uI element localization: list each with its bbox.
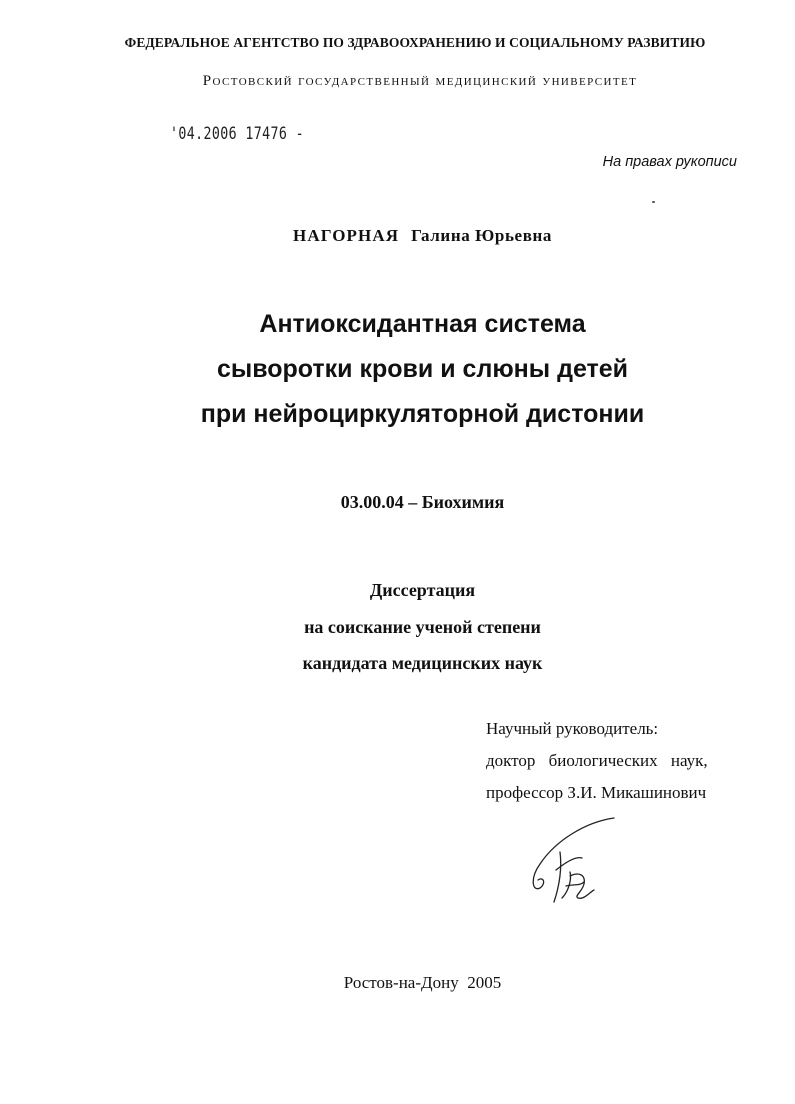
supervisor-line-3: профессор З.И. Микашинович bbox=[486, 783, 707, 802]
title-line-2: сыворотки крови и слюны детей bbox=[216, 355, 629, 383]
footer-city: Ростов-на-Дону bbox=[343, 973, 459, 992]
title-line-1: Антиоксидантная система bbox=[259, 310, 586, 338]
rights-note: На правах рукописи bbox=[602, 154, 737, 170]
registration-number: '04.2006 17476 - bbox=[170, 124, 304, 144]
title-line-3: при нейроциркуляторной дистонии bbox=[200, 400, 645, 428]
scan-speck bbox=[652, 201, 655, 203]
dissertation-line-1: Диссертация bbox=[369, 580, 476, 600]
footer-place-year bbox=[25, 973, 795, 993]
agency-name: ФЕДЕРАЛЬНОЕ АГЕНТСТВО ПО ЗДРАВООХРАНЕНИЮ И СОЦИАЛЬНОМУ РАЗВИТИЮ bbox=[124, 35, 706, 50]
supervisor-line-2: доктор биологических наук, bbox=[486, 751, 708, 770]
author-given-names: Галина Юрьевна bbox=[411, 226, 552, 245]
university-name: Ростовский государственный медицинский университет bbox=[202, 73, 638, 89]
author-name bbox=[25, 226, 795, 246]
dissertation-line-3: кандидата медицинских наук bbox=[302, 653, 543, 673]
specialty-code: 03.00.04 – Биохимия bbox=[340, 492, 505, 512]
author-surname: НАГОРНАЯ bbox=[293, 226, 400, 245]
supervisor-line-1: Научный руководитель: bbox=[486, 719, 659, 738]
supervisor-signature bbox=[526, 812, 621, 912]
footer-year: 2005 bbox=[467, 973, 502, 992]
dissertation-line-2: на соискание ученой степени bbox=[304, 617, 541, 637]
